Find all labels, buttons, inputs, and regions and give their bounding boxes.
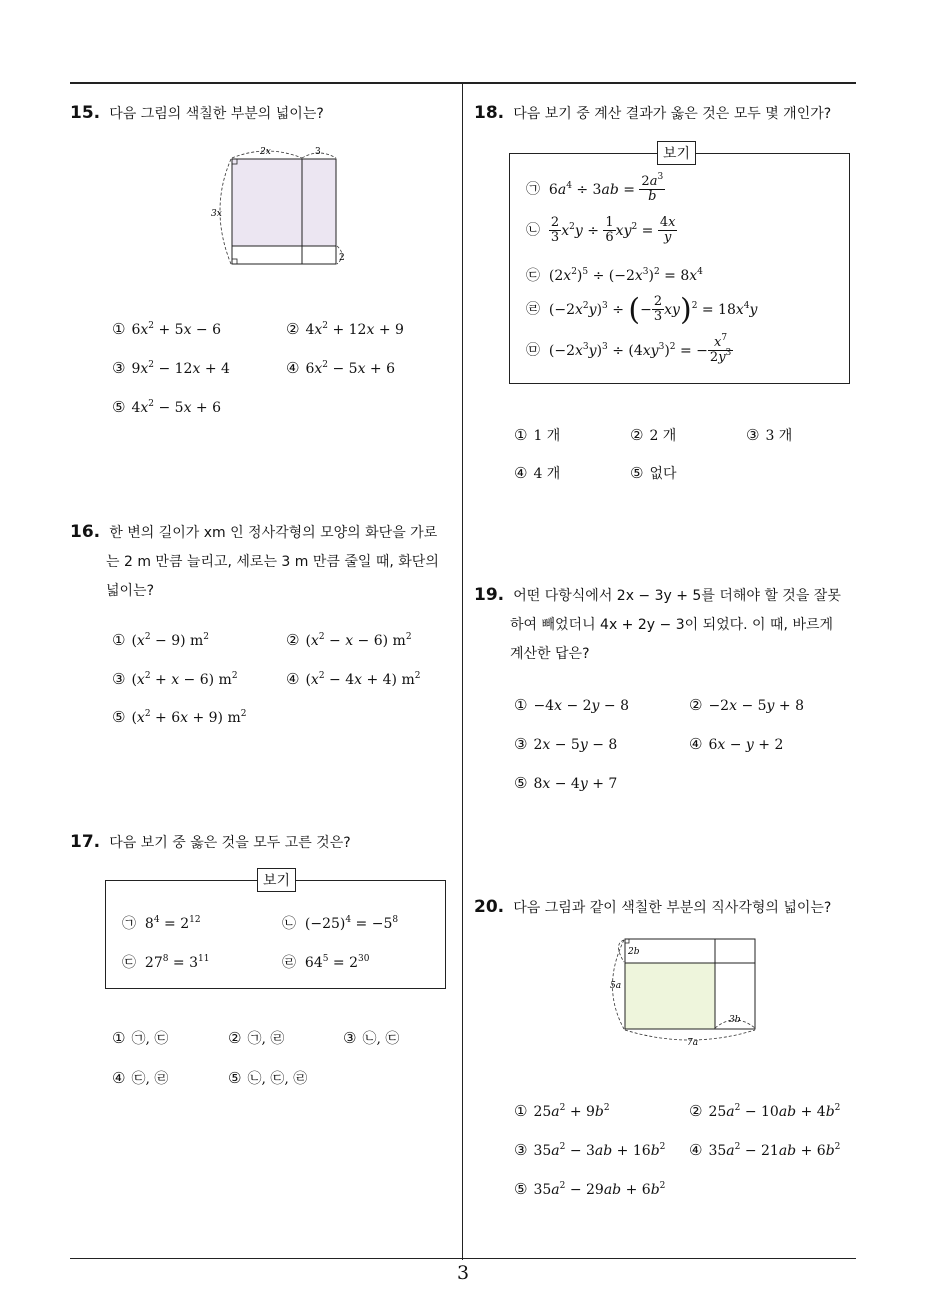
q20-choice-3[interactable]: ③ $35a^2 - 3ab + 16b^2$ (514, 1141, 666, 1159)
q18-item-b: ㉡ $\frac{2}{3}$ $x^2y$ ÷ $\frac{1}{6}$ $xy^2$ = $\frac{4x}{y}$ (526, 215, 676, 245)
question-text-line2: 는 2 m 만큼 늘리고, 세로는 3 m 만큼 줄일 때, 화단의 (106, 554, 439, 570)
question-18 (474, 100, 874, 129)
label-7a: 7a (687, 1038, 699, 1048)
q16-choice-1[interactable]: ① $(x^2 - 9)$ $m^2$ (112, 631, 210, 649)
q17-item-d: ㉣ $64^5 = 2^{30}$ (282, 954, 370, 971)
q17-item-a: ㉠ $8^4 = 2^{12}$ (122, 915, 201, 932)
question-text-line3: 넓이는? (106, 583, 155, 599)
q18-choice-3[interactable]: ③ 3 개 (746, 426, 793, 444)
label-5a: 5a (610, 981, 622, 991)
q18-item-a: ㉠ $6a^4 \div 3ab$ = $\frac{2a^3}{b}$ (526, 172, 664, 204)
q17-choice-4[interactable]: ④ ㉢, ㉣ (112, 1069, 169, 1087)
q19-choice-4[interactable]: ④ 6x − y + 2 (689, 735, 784, 753)
q15-choice-1[interactable]: ① $6x^2 + 5x - 6$ (112, 320, 222, 338)
q20-choice-2[interactable]: ② $25a^2 - 10ab + 4b^2$ (689, 1102, 841, 1120)
q18-choice-2[interactable]: ② 2 개 (630, 426, 677, 444)
q16-choice-3[interactable]: ③ $(x^2 + x - 6)$ $m^2$ (112, 670, 238, 688)
q15-figure (205, 140, 355, 270)
q19-choice-3[interactable]: ③ 2x − 5y − 8 (514, 735, 618, 753)
question-number: 18. (474, 103, 505, 123)
label-2b: 2b (628, 947, 640, 957)
q17-choice-5[interactable]: ⑤ ㉡, ㉢, ㉣ (228, 1069, 308, 1087)
q15-choice-2[interactable]: ② $4x^2 + 12x + 9$ (286, 320, 404, 338)
q18-item-c: ㉢ $(2x^2)^5 \div (-2x^3)^2 = 8x^4$ (526, 267, 703, 284)
q17-choice-3[interactable]: ③ ㉡, ㉢ (343, 1029, 400, 1047)
question-17 (70, 829, 460, 858)
q19-choice-1[interactable]: ① −4x − 2y − 8 (514, 696, 630, 714)
q16-choice-5[interactable]: ⑤ $(x^2 + 6x + 9)$ $m^2$ (112, 708, 247, 726)
q19-choice-5[interactable]: ⑤ 8x − 4y + 7 (514, 774, 618, 792)
label-3x: 3x (211, 209, 222, 219)
question-text: 다음 그림의 색칠한 부분의 넓이는? (109, 106, 324, 122)
q17-choice-1[interactable]: ① ㉠, ㉢ (112, 1029, 169, 1047)
q18-choice-4[interactable]: ④ 4 개 (514, 464, 561, 482)
q18-item-d: ㉣ $(-2x^2y)^3$ ÷ (− $\frac{2}{3}$ $xy)^2 = 18x^4y$ (526, 292, 758, 327)
q18-choice-1[interactable]: ① 1 개 (514, 426, 561, 444)
q20-choice-1[interactable]: ① $25a^2 + 9b^2$ (514, 1102, 610, 1120)
question-number: 17. (70, 832, 101, 852)
bottom-rule (70, 1258, 856, 1259)
question-number: 20. (474, 897, 505, 917)
q20-choice-5[interactable]: ⑤ $35a^2 - 29ab + 6b^2$ (514, 1180, 666, 1198)
q17-choice-2[interactable]: ② ㉠, ㉣ (228, 1029, 285, 1047)
question-19 (474, 582, 874, 669)
top-rule (70, 82, 856, 84)
label-2: 2 (339, 253, 345, 263)
q18-item-e: ㉤ $(-2x^3y)^3 \div (4xy^3)^2$ = − $\frac{x^7}{2y^3}$ (526, 333, 732, 365)
question-text-line3: 계산한 답은? (510, 646, 590, 662)
label-2x: 2x (260, 147, 271, 157)
q16-choice-2[interactable]: ② $(x^2 - x - 6)$ $m^2$ (286, 631, 412, 649)
question-text: 다음 보기 중 옳은 것을 모두 고른 것은? (109, 835, 351, 851)
label-3b: 3b (729, 1015, 741, 1025)
label-3: 3 (315, 147, 321, 157)
question-16 (70, 519, 460, 606)
question-number: 19. (474, 585, 505, 605)
question-text-line2: 하여 빼었더니 4x + 2y − 3이 되었다. 이 때, 바르게 (510, 617, 834, 633)
q17-bogi-box (105, 880, 446, 989)
q15-choice-4[interactable]: ④ $6x^2 - 5x + 6$ (286, 359, 396, 377)
q16-choice-4[interactable]: ④ $(x^2 - 4x + 4)$ $m^2$ (286, 670, 421, 688)
q20-choice-4[interactable]: ④ $35a^2 - 21ab + 6b^2$ (689, 1141, 841, 1159)
q17-item-c: ㉢ $27^8 = 3^{11}$ (122, 954, 210, 971)
question-text: 다음 그림과 같이 색칠한 부분의 직사각형의 넓이는? (513, 900, 832, 916)
question-text-line1: 어떤 다항식에서 2x − 3y + 5를 더해야 할 것을 잘못 (513, 588, 841, 604)
q19-choice-2[interactable]: ② −2x − 5y + 8 (689, 696, 805, 714)
q17-bogi-label: 보기 (257, 868, 296, 892)
question-text: 다음 보기 중 계산 결과가 옳은 것은 모두 몇 개인가? (513, 106, 832, 122)
page-number: 3 (456, 1262, 470, 1284)
q18-choice-5[interactable]: ⑤ 없다 (630, 464, 677, 482)
question-20 (474, 894, 874, 923)
q17-item-b: ㉡ $(-25)^4 = -5^8$ (282, 915, 399, 932)
q18-bogi-label: 보기 (657, 141, 696, 165)
q20-figure (605, 932, 765, 1052)
question-15 (70, 100, 450, 129)
column-divider (462, 83, 463, 1260)
q15-choice-3[interactable]: ③ $9x^2 - 12x + 4$ (112, 359, 230, 377)
question-number: 16. (70, 522, 101, 542)
question-number: 15. (70, 103, 101, 123)
question-text-line1: 한 변의 길이가 xm 인 정사각형의 모양의 화단을 가로 (109, 525, 438, 541)
q15-choice-5[interactable]: ⑤ $4x^2 - 5x + 6$ (112, 398, 222, 416)
